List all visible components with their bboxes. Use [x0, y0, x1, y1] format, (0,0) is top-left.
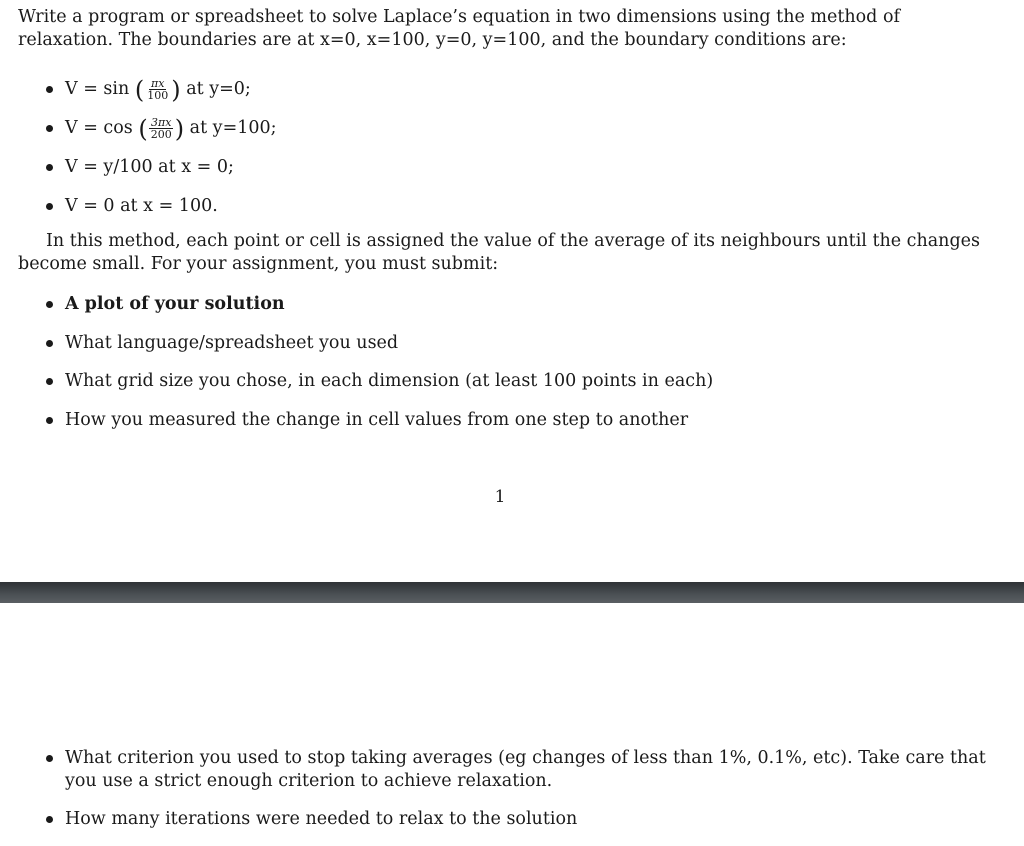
requirement-item: A plot of your solution	[46, 293, 996, 316]
requirement-item: What language/spreadsheet you used	[46, 332, 996, 355]
condition-tail: at y=100;	[189, 118, 277, 138]
condition-lhs: V = cos	[65, 118, 133, 138]
page-divider	[0, 582, 1024, 603]
boundary-conditions-list	[46, 70, 996, 226]
requirement-item: How you measured the change in cell values from one step to another	[46, 409, 996, 432]
fraction: $\frac{3\pi x}{200}$	[150, 116, 172, 141]
condition-item: V = sin ( $\frac{\pi x}{100}$ ) at y=0;	[46, 70, 996, 109]
condition-tail: at y=0;	[186, 79, 251, 99]
fraction: $\frac{\pi x}{100}$	[147, 77, 169, 102]
condition-item: V = 0 at x = 100.	[46, 187, 996, 226]
requirement-item: What criterion you used to stop taking averages (eg changes of less than 1%, 0.1%, etc). Take care that you use a strict enough criterion to achieve relaxation.	[46, 747, 996, 793]
document-page-2	[0, 603, 1024, 843]
condition-lhs: V = sin	[65, 79, 130, 99]
requirements-list	[46, 293, 996, 447]
method-paragraph: In this method, each point or cell is assigned the value of the average of its neighbours until the changes become small. For your assignment, you must submit:	[18, 231, 980, 274]
requirement-item: How many iterations were needed to relax to the solution	[46, 808, 996, 831]
requirement-item: What grid size you chose, in each dimension (at least 100 points in each)	[46, 370, 996, 393]
condition-item: V = y/100 at x = 0;	[46, 148, 996, 187]
intro-paragraph: Write a program or spreadsheet to solve Laplace’s equation in two dimensions using the method of relaxation. The boundaries are at x=0, x=100, y=0, y=100, and the boundary conditions are:	[18, 7, 900, 50]
page-number: 1	[494, 487, 506, 507]
condition-item: V = cos ( $\frac{3\pi x}{200}$ ) at y=100;	[46, 109, 996, 148]
requirements-list-continued	[46, 747, 996, 846]
